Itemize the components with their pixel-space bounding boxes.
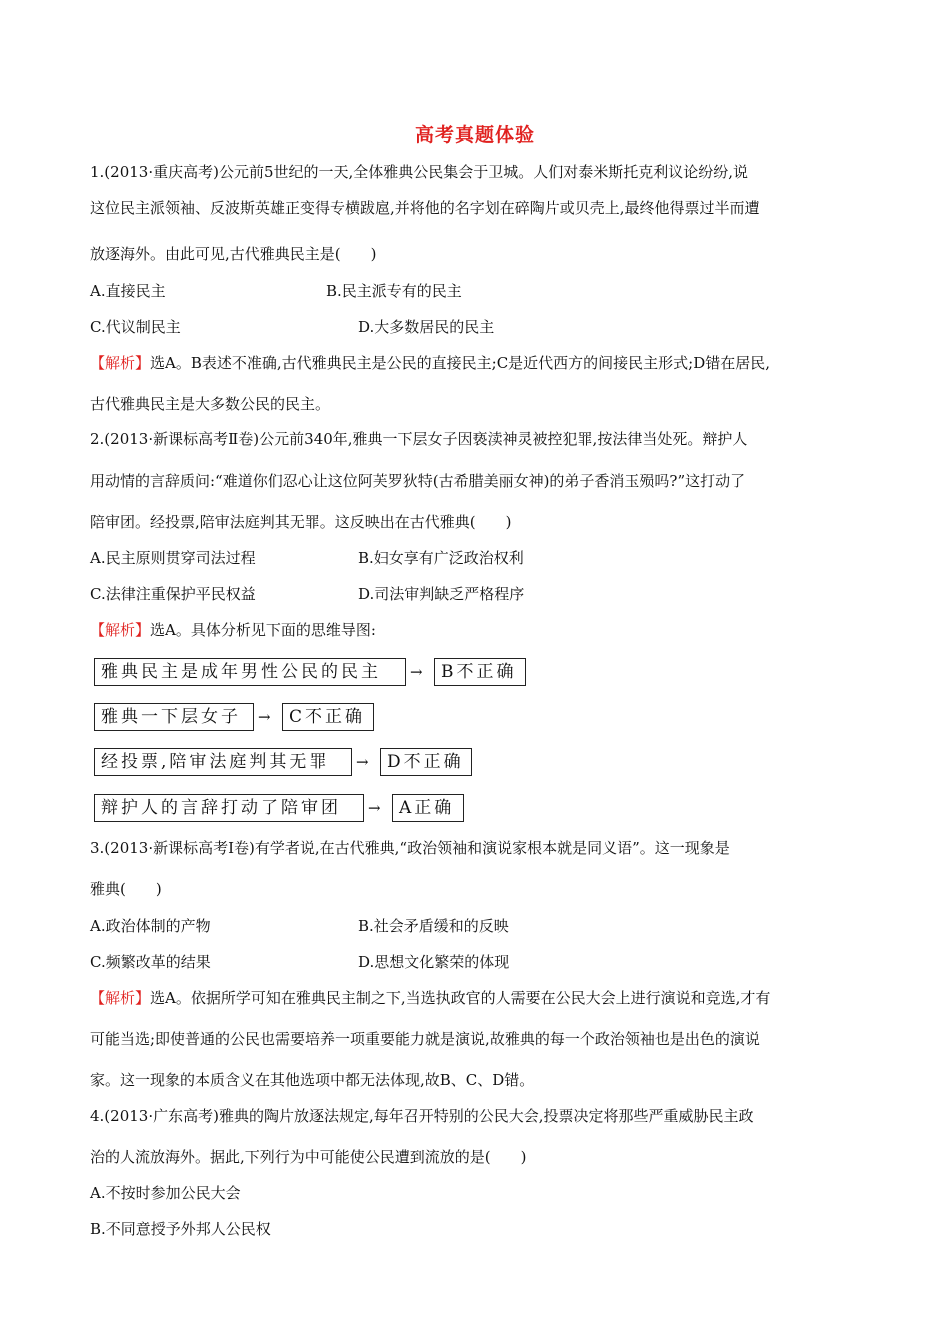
- q1-analysis-line-2: 古代雅典民主是大多数公民的民主。: [90, 395, 331, 413]
- analysis-tag: 【解析】: [90, 621, 151, 639]
- q3-option-c: C.频繁改革的结果: [90, 953, 211, 971]
- q1-stem-line-2: 这位民主派领袖、反波斯英雄正变得专横跋扈,并将他的名字划在碎陶片或贝壳上,最终他得票过半而遭: [90, 199, 760, 217]
- q3-analysis-line-3: 家。这一现象的本质含义在其他选项中都无法体现,故B、C、D错。: [90, 1071, 535, 1089]
- q2-stem-line-2: 用动情的言辞质问:“难道你们忍心让这位阿芙罗狄特(古希腊美丽女神)的弟子香消玉殒吗?”这打动了: [90, 472, 746, 490]
- q2-option-d: D.司法审判缺乏严格程序: [358, 585, 525, 603]
- q4-option-a: A.不按时参加公民大会: [90, 1184, 241, 1202]
- q3-option-b: B.社会矛盾缓和的反映: [358, 917, 509, 935]
- q4-stem-line-2: 治的人流放海外。据此,下列行为中可能使公民遭到流放的是( ): [90, 1148, 527, 1166]
- arrow-icon: →: [356, 753, 369, 771]
- q2-option-c: C.法律注重保护平民权益: [90, 585, 256, 603]
- q3-analysis-text: 选A。依据所学可知在雅典民主制之下,当选执政官的人需要在公民大会上进行演说和竞选,才有: [150, 989, 771, 1007]
- mindmap-premise-3: 经投票,陪审法庭判其无罪: [94, 748, 352, 776]
- mindmap-premise-2: 雅典一下层女子: [94, 703, 254, 731]
- q3-option-d: D.思想文化繁荣的体现: [358, 953, 510, 971]
- q1-option-b: B.民主派专有的民主: [326, 282, 462, 300]
- q2-stem-line-3: 陪审团。经投票,陪审法庭判其无罪。这反映出在古代雅典( ): [90, 513, 512, 531]
- analysis-tag: 【解析】: [90, 354, 151, 372]
- q2-stem-line-1: 2.(2013·新课标高考Ⅱ卷)公元前340年,雅典一下层女子因亵渎神灵被控犯罪,按法律当处死。辩护人: [90, 430, 748, 448]
- q2-analysis-text: 选A。具体分析见下面的思维导图:: [150, 621, 376, 639]
- page-title: 高考真题体验: [414, 124, 535, 146]
- mindmap-conclusion-1: B不正确: [434, 658, 526, 686]
- q3-option-a: A.政治体制的产物: [90, 917, 211, 935]
- q3-analysis-line-1: [90, 988, 770, 1008]
- q4-option-b: B.不同意授予外邦人公民权: [90, 1220, 271, 1238]
- q1-option-a: A.直接民主: [90, 282, 166, 300]
- q2-option-b: B.妇女享有广泛政治权利: [358, 549, 524, 567]
- q1-analysis-line-1: [90, 353, 770, 373]
- mindmap-premise-4: 辩护人的言辞打动了陪审团: [94, 794, 364, 822]
- q1-analysis-text: 选A。B表述不准确,古代雅典民主是公民的直接民主;C是近代西方的间接民主形式;D错在居民,: [150, 354, 771, 372]
- mindmap-conclusion-4: A正确: [392, 794, 464, 822]
- mindmap-premise-1: 雅典民主是成年男性公民的民主: [94, 658, 406, 686]
- q2-option-a: A.民主原则贯穿司法过程: [90, 549, 256, 567]
- q3-analysis-line-2: 可能当选;即使普通的公民也需要培养一项重要能力就是演说,故雅典的每一个政治领袖也是出色的演说: [90, 1030, 760, 1048]
- arrow-icon: →: [410, 663, 423, 681]
- arrow-icon: →: [368, 799, 381, 817]
- q4-stem-line-1: 4.(2013·广东高考)雅典的陶片放逐法规定,每年召开特别的公民大会,投票决定将那些严重威胁民主政: [90, 1107, 754, 1125]
- analysis-tag: 【解析】: [90, 989, 151, 1007]
- q1-stem-line-3: 放逐海外。由此可见,古代雅典民主是( ): [90, 245, 377, 263]
- mindmap-conclusion-2: C不正确: [282, 703, 374, 731]
- arrow-icon: →: [258, 708, 271, 726]
- q3-stem-line-1: 3.(2013·新课标高考Ⅰ卷)有学者说,在古代雅典,“政治领袖和演说家根本就是同义语”。这一现象是: [90, 839, 730, 857]
- q1-stem-line-1: 1.(2013·重庆高考)公元前5世纪的一天,全体雅典公民集会于卫城。人们对泰米斯托克利议论纷纷,说: [90, 163, 749, 181]
- q3-stem-line-2: 雅典( ): [90, 880, 162, 898]
- q1-option-c: C.代议制民主: [90, 318, 181, 336]
- q1-option-d: D.大多数居民的民主: [358, 318, 495, 336]
- q2-analysis-line-1: [90, 620, 376, 640]
- mindmap-conclusion-3: D不正确: [380, 748, 472, 776]
